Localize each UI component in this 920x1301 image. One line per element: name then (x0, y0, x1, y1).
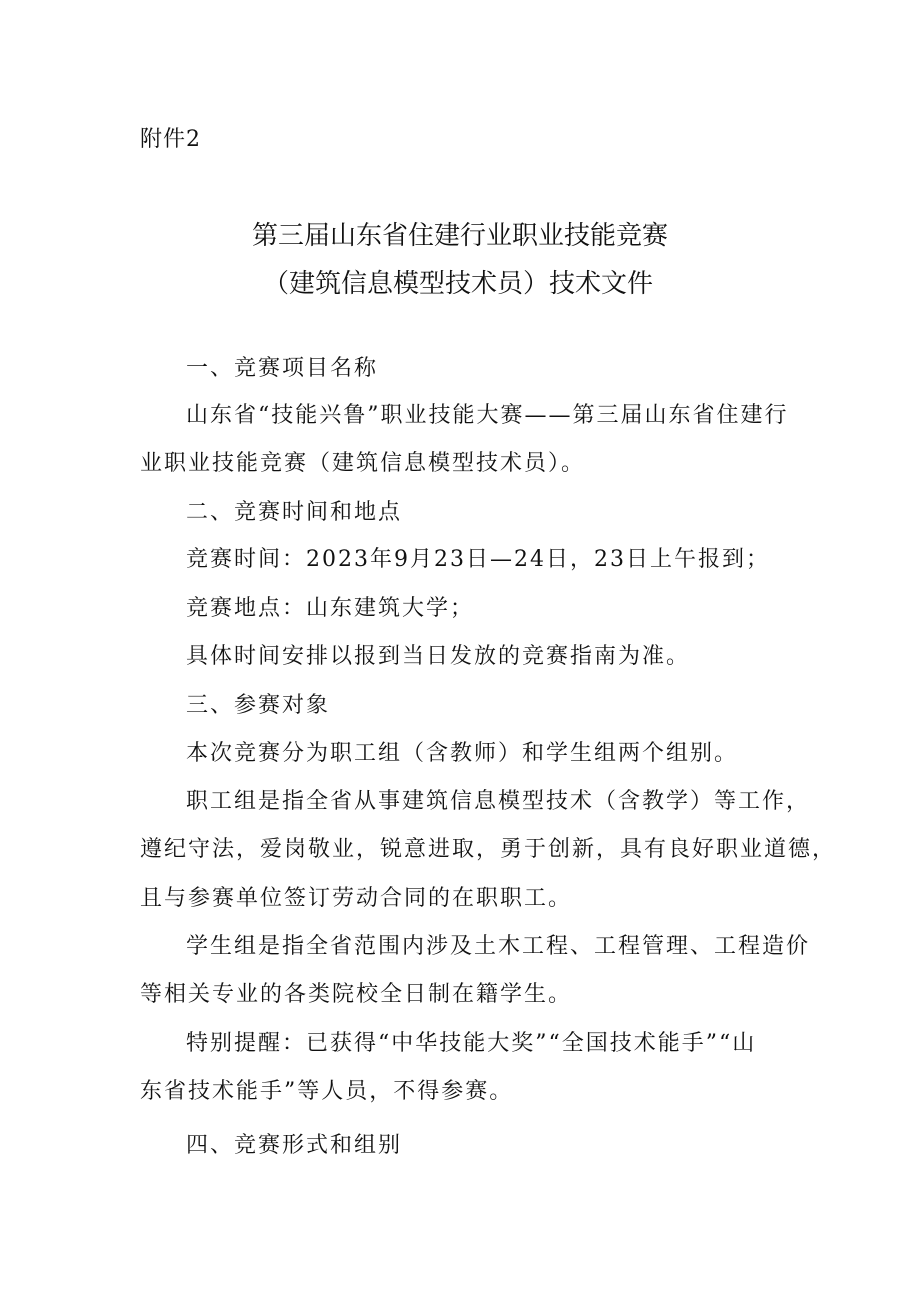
paragraph-line: 东省技术能手”等人员，不得参赛。 (140, 1079, 514, 1104)
document-title-line-2: （建筑信息模型技术员）技术文件 (262, 269, 653, 299)
paragraph-line: 特别提醒：已获得“中华技能大奖”“全国技术能手”“山 (186, 1031, 757, 1056)
paragraph-line: 山东省“技能兴鲁”职业技能大赛——第三届山东省住建行 (186, 403, 789, 428)
paragraph-line: 等相关专业的各类院校全日制在籍学生。 (140, 982, 573, 1007)
paragraph-line: 且与参赛单位签订劳动合同的在职职工。 (140, 886, 573, 911)
paragraph-line: 竞赛时间：2023年9月23日—24日，23日上午报到； (186, 547, 770, 572)
section-heading-3: 三、参赛对象 (186, 693, 331, 718)
section-heading-2: 二、竞赛时间和地点 (186, 500, 403, 525)
paragraph-line: 业职业技能竞赛（建筑信息模型技术员）。 (140, 451, 586, 476)
paragraph-line: 遵纪守法，爱岗敬业，锐意进取，勇于创新，具有良好职业道德， (140, 837, 837, 862)
document-title-line-1: 第三届山东省住建行业职业技能竞赛 (251, 221, 668, 251)
paragraph-line: 学生组是指全省范围内涉及土木工程、工程管理、工程造价 (186, 934, 811, 959)
section-heading-4: 四、竞赛形式和组别 (186, 1133, 403, 1158)
section-heading-1: 一、竞赛项目名称 (186, 356, 379, 381)
paragraph-line: 职工组是指全省从事建筑信息模型技术（含教学）等工作， (186, 789, 811, 814)
paragraph-line: 本次竞赛分为职工组（含教师）和学生组两个组别。 (186, 741, 739, 766)
attachment-label: 附件2 (140, 127, 201, 152)
paragraph-line: 具体时间安排以报到当日发放的竞赛指南为准。 (186, 644, 691, 669)
paragraph-line: 竞赛地点：山东建筑大学； (186, 596, 475, 621)
